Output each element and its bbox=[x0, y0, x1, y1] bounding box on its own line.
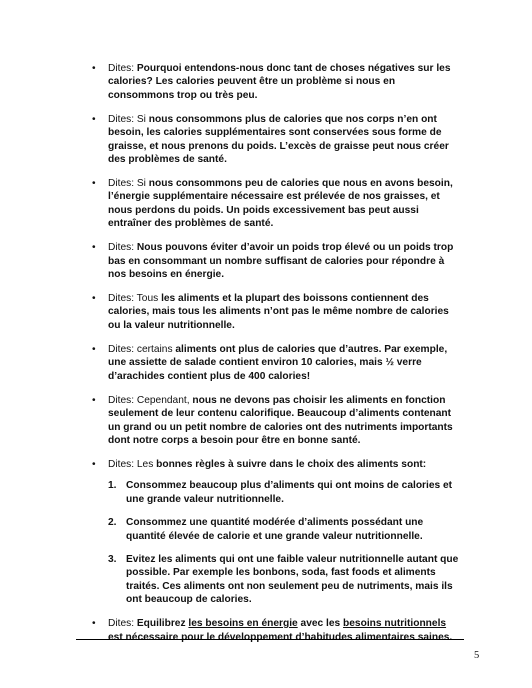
list-item bbox=[92, 292, 462, 332]
bullet-icon: • bbox=[92, 242, 96, 254]
item-text: nous consommons plus de calories que nos corps n’en ont besoin, les calories supplémentaires sont conservées sous forme de graisse, et nous prenons du poids. L’excès de graisse peut nous créer des problèmes de santé. bbox=[108, 113, 449, 166]
list-item bbox=[92, 113, 462, 167]
bullet-icon: • bbox=[92, 178, 96, 190]
bullet-icon: • bbox=[92, 113, 96, 125]
list-item bbox=[92, 241, 462, 281]
footer-divider bbox=[76, 639, 464, 640]
item-prefix: Dites: bbox=[108, 618, 135, 630]
item-prefix: Dites: Si bbox=[108, 178, 146, 190]
list-item bbox=[92, 177, 462, 231]
item-prefix: Dites: Les bbox=[108, 458, 154, 470]
item-number: 1. bbox=[108, 480, 117, 492]
bullet-icon: • bbox=[92, 394, 96, 406]
bullet-icon: • bbox=[92, 63, 96, 74]
page-number: 5 bbox=[474, 650, 480, 661]
item-text: nous ne devons pas choisir les aliments en fonction seulement de leur contenu calorifique. Beaucoup d’aliments contenant un grand ou un petit nombre de calories ont des nutriments importants dont notre corps a besoin pour être en bonne santé. bbox=[108, 394, 453, 446]
numbered-item-text: Consommez beaucoup plus d’aliments qui ont moins de calories et une grande valeur nutritionnelle. bbox=[126, 480, 453, 505]
list-item bbox=[92, 62, 462, 102]
item-prefix: Dites: Si bbox=[108, 113, 146, 125]
item-text: aliments ont plus de calories que d’autres. Par exemple, une assiette de salade contient environ 10 calories, mais ½ verre d’arachides contient plus de 400 calories! bbox=[108, 343, 448, 382]
item-lead: Equilibrez bbox=[136, 618, 186, 630]
numbered-list bbox=[108, 479, 462, 606]
item-prefix: Dites: Cependant, bbox=[108, 394, 190, 406]
item-prefix: Dites: Tous bbox=[108, 293, 159, 305]
numbered-item-text: Consommez une quantité modérée d’aliments possédant une quantité élevée de calorie et une grande valeur nutritionnelle. bbox=[126, 517, 424, 542]
numbered-item bbox=[108, 553, 462, 607]
item-prefix: Dites: bbox=[108, 63, 135, 74]
item-text: les aliments et la plupart des boissons contiennent des calories, mais tous les aliments n’ont pas le même nombre de calories ou la valeur nutritionnelle. bbox=[108, 293, 449, 331]
item-text: Nous pouvons éviter d’avoir un poids trop élevé ou un poids trop bas en consommant un nombre suffisant de calories pour répondre à nos besoins en énergie. bbox=[108, 242, 454, 281]
bullet-icon: • bbox=[92, 458, 96, 470]
item-number: 2. bbox=[108, 517, 117, 529]
list-item-rules bbox=[92, 458, 462, 607]
bullet-icon: • bbox=[92, 293, 96, 305]
item-prefix: Dites: certains bbox=[108, 343, 173, 355]
item-text: Pourquoi entendons-nous donc tant de choses négatives sur les calories? Les calories peuvent être un problème si nous en consommons trop ou très peu. bbox=[108, 63, 451, 101]
list-item bbox=[92, 394, 462, 448]
item-text: nous consommons peu de calories que nous en avons besoin, l’énergie supplémentaire nécessaire est prélevée de nos graisses, et nous perdons du poids. Un poids excessivement bas peut aussi entraîner des problèmes de santé. bbox=[108, 178, 453, 230]
underlined-nutritional-needs: besoins nutritionnels bbox=[343, 618, 447, 630]
item-number: 3. bbox=[108, 553, 117, 565]
bullet-icon: • bbox=[92, 618, 96, 630]
item-text: bonnes règles à suivre dans le choix des aliments sont: bbox=[156, 458, 427, 470]
item-tail: est nécessaire pour le développement d’habitudes alimentaires saines. bbox=[108, 631, 453, 643]
bullet-icon: • bbox=[92, 343, 96, 355]
bullet-list bbox=[92, 62, 462, 655]
numbered-item-text: Evitez les aliments qui ont une faible valeur nutritionnelle autant que possible. Par exemple les bonbons, soda, fast foods et aliments traités. Ces aliments ont non seulement peu de nutriments, mais ils ont beaucoup de calories. bbox=[126, 553, 459, 606]
item-mid: avec les bbox=[300, 618, 341, 630]
list-item bbox=[92, 343, 462, 383]
item-prefix: Dites: bbox=[108, 242, 135, 254]
underlined-energy-needs: les besoins en énergie bbox=[188, 618, 298, 630]
numbered-item bbox=[108, 479, 462, 506]
numbered-item bbox=[108, 516, 462, 543]
